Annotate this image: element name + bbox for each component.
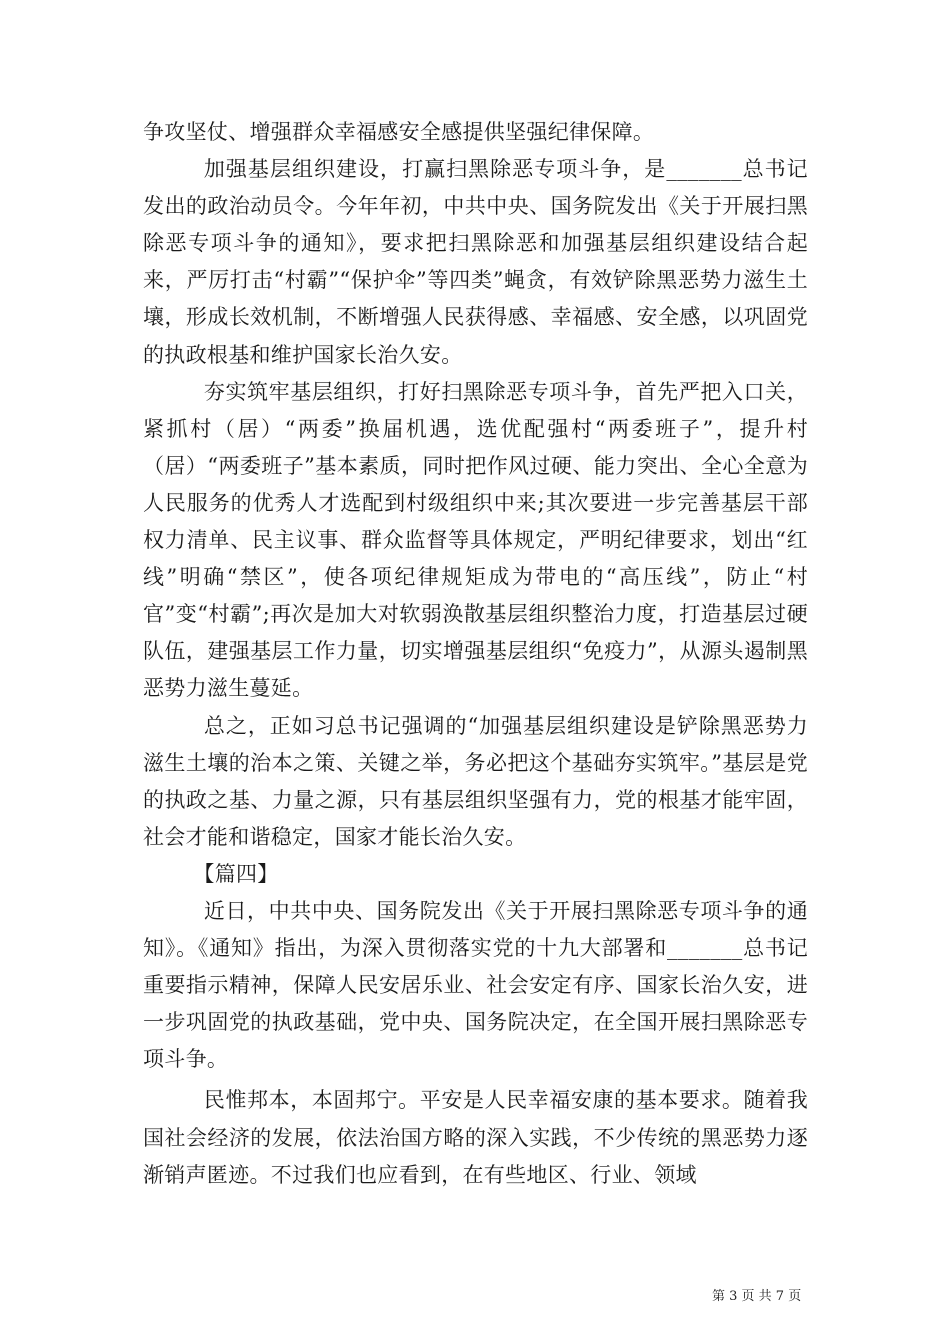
paragraph-continuation: 争攻坚仗、增强群众幸福感安全感提供坚强纪律保障。 <box>143 120 655 144</box>
paragraph: 总之，正如习总书记强调的“加强基层组织建设是铲除黑恶势力滋生土壤的治本之策、关键之举，务必把这个基础夯实筑牢。”基层是党的执政之基、力量之源，只有基层组织坚强有力，党的根基才能牢固，社会才能和谐稳定，国家才能长治久安。 <box>143 713 808 849</box>
paragraph: 夯实筑牢基层组织，打好扫黑除恶专项斗争，首先严把入口关，紧抓村（居）“两委”换届机遇，选优配强村“两委班子”，提升村（居）“两委班子”基本素质，同时把作风过硬、能力突出、全心全意为人民服务的优秀人才选配到村级组织中来;其次要进一步完善基层干部权力清单、民主议事、群众监督等具体规定，严明纪律要求，划出“红线”明确“禁区”，使各项纪律规矩成为带电的“高压线”，防止“村官”变“村霸”;再次是加大对软弱涣散基层组织整治力度，打造基层过硬队伍，建强基层工作力量，切实增强基层组织“免疫力”，从源头遏制黑恶势力滋生蔓延。 <box>143 379 808 701</box>
paragraph: 近日，中共中央、国务院发出《关于开展扫黑除恶专项斗争的通知》。《通知》指出，为深入贯彻落实党的十九大部署和_______总书记重要指示精神，保障人民安居乐业、社会安定有序、国家长治久安，进一步巩固党的执政基础，党中央、国务院决定，在全国开展扫黑除恶专项斗争。 <box>143 898 808 1072</box>
paragraph: 加强基层组织建设，打赢扫黑除恶专项斗争，是_______总书记发出的政治动员令。今年年初，中共中央、国务院发出《关于开展扫黑除恶专项斗争的通知》，要求把扫黑除恶和加强基层组织建设结合起来，严厉打击“村霸”“保护伞”等四类”蝇贪，有效铲除黑恶势力滋生土壤，形成长效机制，不断增强人民获得感、幸福感、安全感，以巩固党的执政根基和维护国家长治久安。 <box>143 157 808 367</box>
page-number-footer: 第 3 页 共 7 页 <box>712 1289 802 1304</box>
document-body <box>143 114 808 1194</box>
paragraph: 民惟邦本，本固邦宁。平安是人民幸福安康的基本要求。随着我国社会经济的发展，依法治国方略的深入实践，不少传统的黑恶势力逐渐销声匿迹。不过我们也应看到，在有些地区、行业、领域 <box>143 1088 808 1187</box>
section-heading: 【篇四】 <box>193 861 279 886</box>
